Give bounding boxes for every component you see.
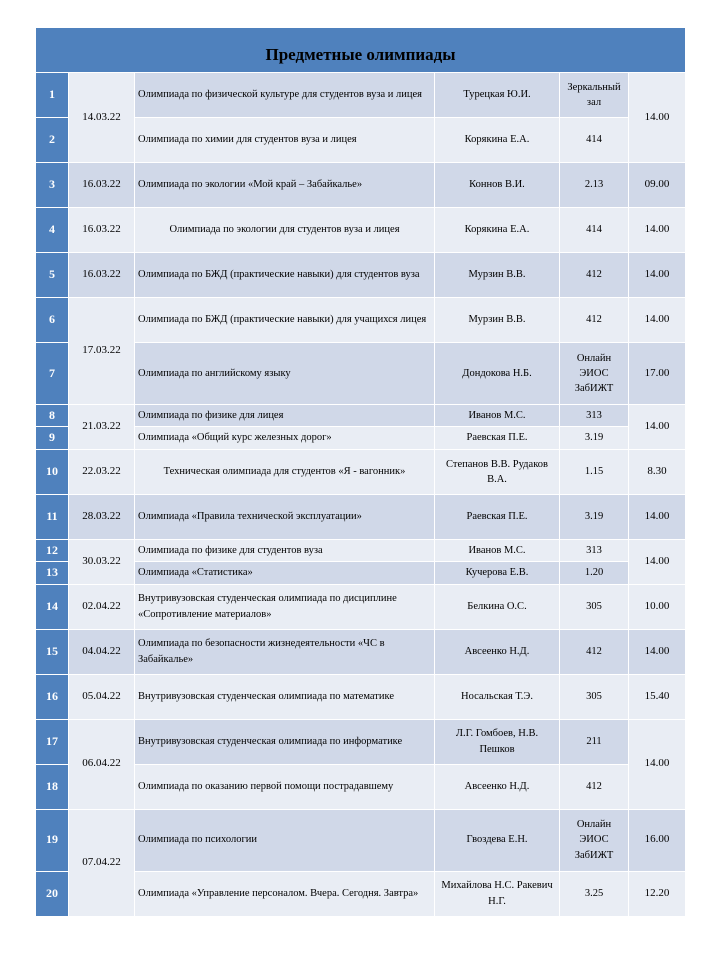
row-event: Внутривузовская студенческая олимпиада по информатике (135, 719, 435, 764)
row-number: 10 (36, 449, 69, 494)
row-room: 3.19 (560, 427, 629, 449)
row-date: 16.03.22 (69, 208, 135, 253)
row-number: 16 (36, 674, 69, 719)
table-row (36, 494, 686, 539)
row-event: Олимпиада по химии для студентов вуза и лицея (135, 118, 435, 163)
row-event: Олимпиада «Управление персоналом. Вчера. Сегодня. Завтра» (135, 871, 435, 916)
row-room: 305 (560, 674, 629, 719)
row-time: 14.00 (629, 405, 686, 450)
row-date: 21.03.22 (69, 405, 135, 450)
row-room: Зеркальный зал (560, 73, 629, 118)
row-time: 16.00 (629, 809, 686, 871)
row-date: 17.03.22 (69, 298, 135, 405)
row-number: 19 (36, 809, 69, 871)
row-number: 3 (36, 163, 69, 208)
row-room: 414 (560, 118, 629, 163)
row-person: Авсеенко Н.Д. (435, 764, 560, 809)
row-room: Онлайн ЭИОС ЗабИЖТ (560, 343, 629, 405)
table-row (36, 449, 686, 494)
row-person: Л.Г. Гомбоев, Н.В. Пешков (435, 719, 560, 764)
row-time: 14.00 (629, 719, 686, 809)
table-row (36, 719, 686, 764)
row-room: 1.20 (560, 562, 629, 584)
row-number: 12 (36, 539, 69, 561)
row-person: Гвоздева Е.Н. (435, 809, 560, 871)
table-row (36, 163, 686, 208)
row-time: 12.20 (629, 871, 686, 916)
row-room: 412 (560, 253, 629, 298)
olympiad-schedule-table (35, 27, 686, 917)
page-title: Предметные олимпиады (36, 28, 686, 73)
row-number: 4 (36, 208, 69, 253)
row-person: Корякина Е.А. (435, 208, 560, 253)
row-number: 9 (36, 427, 69, 449)
row-time: 17.00 (629, 343, 686, 405)
row-event: Олимпиада по физике для студентов вуза (135, 539, 435, 561)
row-event: Олимпиада «Общий курс железных дорог» (135, 427, 435, 449)
row-date: 30.03.22 (69, 539, 135, 584)
row-room: 305 (560, 584, 629, 629)
row-number: 5 (36, 253, 69, 298)
row-person: Мурзин В.В. (435, 298, 560, 343)
row-room: 2.13 (560, 163, 629, 208)
row-time: 14.00 (629, 298, 686, 343)
row-time: 14.00 (629, 73, 686, 163)
row-date: 06.04.22 (69, 719, 135, 809)
row-number: 14 (36, 584, 69, 629)
row-number: 11 (36, 494, 69, 539)
row-event: Олимпиада по оказанию первой помощи пострадавшему (135, 764, 435, 809)
row-time: 14.00 (629, 629, 686, 674)
table-row (36, 674, 686, 719)
row-event: Олимпиада по БЖД (практические навыки) для студентов вуза (135, 253, 435, 298)
table-row (36, 73, 686, 118)
row-room: 412 (560, 629, 629, 674)
row-date: 04.04.22 (69, 629, 135, 674)
row-event: Олимпиада по психологии (135, 809, 435, 871)
row-event: Олимпиада по экологии «Мой край – Забайкалье» (135, 163, 435, 208)
row-number: 17 (36, 719, 69, 764)
table-row (36, 629, 686, 674)
row-number: 6 (36, 298, 69, 343)
row-event: Внутривузовская студенческая олимпиада по дисциплине «Сопротивление материалов» (135, 584, 435, 629)
row-date: 05.04.22 (69, 674, 135, 719)
row-date: 07.04.22 (69, 809, 135, 916)
row-number: 15 (36, 629, 69, 674)
row-room: 211 (560, 719, 629, 764)
row-person: Мурзин В.В. (435, 253, 560, 298)
row-person: Раевская П.Е. (435, 494, 560, 539)
row-room: 313 (560, 405, 629, 427)
row-room: Онлайн ЭИОС ЗабИЖТ (560, 809, 629, 871)
table-row (36, 405, 686, 427)
row-room: 313 (560, 539, 629, 561)
row-event: Олимпиада по экологии для студентов вуза и лицея (135, 208, 435, 253)
row-time: 8.30 (629, 449, 686, 494)
table-row (36, 539, 686, 561)
row-event: Техническая олимпиада для студентов «Я - вагонник» (135, 449, 435, 494)
row-room: 3.19 (560, 494, 629, 539)
row-room: 412 (560, 298, 629, 343)
row-time: 14.00 (629, 539, 686, 584)
table-row (36, 809, 686, 871)
row-event: Олимпиада «Правила технической эксплуатации» (135, 494, 435, 539)
row-person: Иванов М.С. (435, 405, 560, 427)
row-person: Кучерова Е.В. (435, 562, 560, 584)
row-event: Олимпиада по английскому языку (135, 343, 435, 405)
table-row (36, 584, 686, 629)
table-row (36, 298, 686, 343)
row-person: Раевская П.Е. (435, 427, 560, 449)
row-room: 3.25 (560, 871, 629, 916)
row-number: 2 (36, 118, 69, 163)
row-person: Степанов В.В. Рудаков В.А. (435, 449, 560, 494)
row-person: Дондокова Н.Б. (435, 343, 560, 405)
row-time: 14.00 (629, 494, 686, 539)
row-number: 7 (36, 343, 69, 405)
row-number: 8 (36, 405, 69, 427)
row-date: 16.03.22 (69, 253, 135, 298)
row-time: 15.40 (629, 674, 686, 719)
row-number: 20 (36, 871, 69, 916)
row-time: 14.00 (629, 208, 686, 253)
row-event: Олимпиада по БЖД (практические навыки) для учащихся лицея (135, 298, 435, 343)
row-person: Корякина Е.А. (435, 118, 560, 163)
row-room: 412 (560, 764, 629, 809)
row-number: 1 (36, 73, 69, 118)
row-number: 13 (36, 562, 69, 584)
row-event: Олимпиада по безопасности жизнедеятельности «ЧС в Забайкалье» (135, 629, 435, 674)
table-row (36, 208, 686, 253)
row-event: Олимпиада «Статистика» (135, 562, 435, 584)
row-room: 1.15 (560, 449, 629, 494)
row-event: Олимпиада по физической культуре для студентов вуза и лицея (135, 73, 435, 118)
row-person: Белкина О.С. (435, 584, 560, 629)
row-date: 28.03.22 (69, 494, 135, 539)
row-time: 09.00 (629, 163, 686, 208)
row-time: 10.00 (629, 584, 686, 629)
row-date: 14.03.22 (69, 73, 135, 163)
row-number: 18 (36, 764, 69, 809)
table-row (36, 253, 686, 298)
row-room: 414 (560, 208, 629, 253)
row-person: Носальская Т.Э. (435, 674, 560, 719)
row-date: 02.04.22 (69, 584, 135, 629)
row-person: Турецкая Ю.И. (435, 73, 560, 118)
row-time: 14.00 (629, 253, 686, 298)
row-person: Михайлова Н.С. Ракевич Н.Г. (435, 871, 560, 916)
row-person: Иванов М.С. (435, 539, 560, 561)
row-date: 16.03.22 (69, 163, 135, 208)
row-date: 22.03.22 (69, 449, 135, 494)
row-person: Коннов В.И. (435, 163, 560, 208)
row-person: Авсеенко Н.Д. (435, 629, 560, 674)
row-event: Внутривузовская студенческая олимпиада по математике (135, 674, 435, 719)
row-event: Олимпиада по физике для лицея (135, 405, 435, 427)
